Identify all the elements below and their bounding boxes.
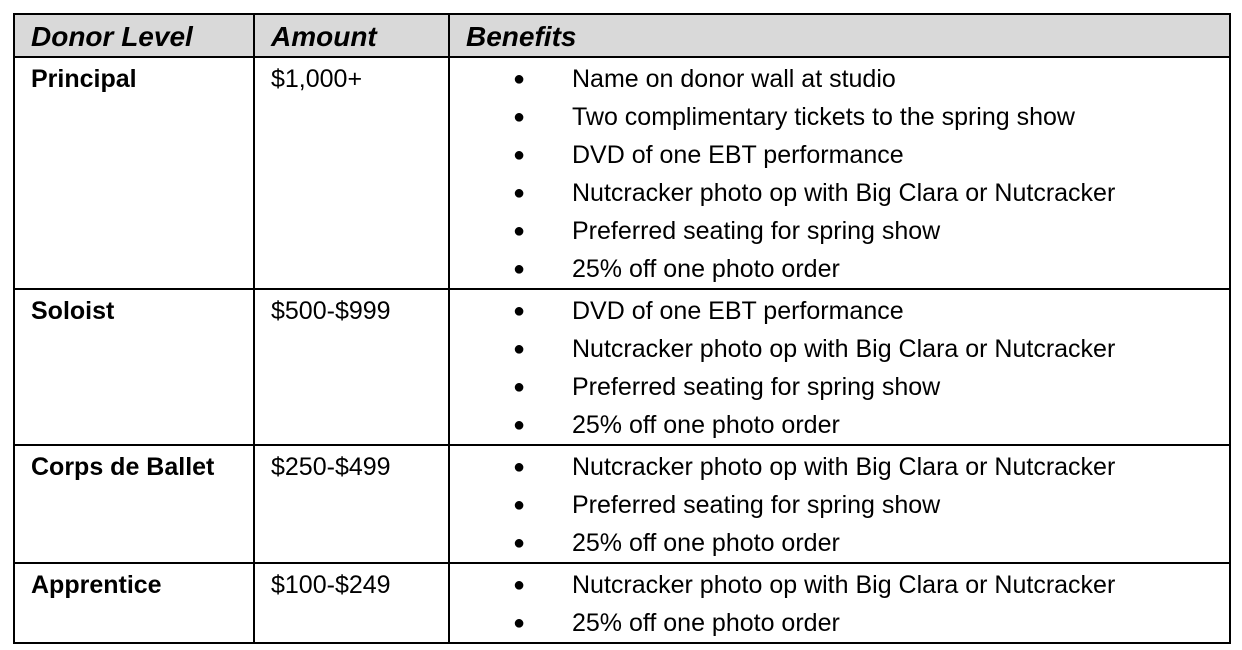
table-row: [14, 445, 1230, 563]
donor-level-cell: Soloist: [14, 289, 254, 445]
benefit-text: Nutcracker photo op with Big Clara or Nutcracker: [572, 335, 1116, 363]
benefits-cell: [449, 289, 1230, 445]
amount-cell: $100-$249: [254, 563, 449, 643]
benefit-list: [450, 566, 1229, 642]
table-row: [14, 289, 1230, 445]
donor-level-cell: Apprentice: [14, 563, 254, 643]
bullet-icon: ●: [512, 144, 526, 166]
bullet-icon: ●: [512, 106, 526, 128]
bullet-icon: ●: [512, 182, 526, 204]
benefit-item: [450, 330, 1229, 368]
benefit-item: [450, 98, 1229, 136]
benefit-text: Preferred seating for spring show: [572, 373, 941, 401]
benefit-item: [450, 604, 1229, 642]
donor-level-cell: Principal: [14, 57, 254, 289]
benefit-text: Nutcracker photo op with Big Clara or Nutcracker: [572, 453, 1116, 481]
benefit-item: [450, 212, 1229, 250]
header-benefits: Benefits: [449, 14, 1230, 57]
benefit-item: [450, 60, 1229, 98]
benefit-list: [450, 292, 1229, 444]
benefit-text: Nutcracker photo op with Big Clara or Nutcracker: [572, 179, 1116, 207]
benefit-item: [450, 406, 1229, 444]
benefit-item: [450, 566, 1229, 604]
header-amount: Amount: [254, 14, 449, 57]
bullet-icon: ●: [512, 456, 526, 478]
benefit-list: [450, 448, 1229, 562]
benefit-text: Preferred seating for spring show: [572, 491, 941, 519]
bullet-icon: ●: [512, 532, 526, 554]
benefit-text: Two complimentary tickets to the spring show: [572, 103, 1075, 131]
benefit-item: [450, 136, 1229, 174]
bullet-icon: ●: [512, 414, 526, 436]
benefit-item: [450, 292, 1229, 330]
benefit-text: Name on donor wall at studio: [572, 65, 896, 93]
bullet-icon: ●: [512, 220, 526, 242]
benefit-text: Nutcracker photo op with Big Clara or Nutcracker: [572, 571, 1116, 599]
benefit-item: [450, 250, 1229, 288]
benefit-item: [450, 174, 1229, 212]
bullet-icon: ●: [512, 68, 526, 90]
header-donor-level: Donor Level: [14, 14, 254, 57]
benefit-item: [450, 486, 1229, 524]
benefit-item: [450, 368, 1229, 406]
donor-level-cell: Corps de Ballet: [14, 445, 254, 563]
table-body: [14, 57, 1230, 643]
benefit-item: [450, 524, 1229, 562]
benefit-text: 25% off one photo order: [572, 255, 840, 283]
table-header-row: [14, 14, 1230, 57]
benefit-text: 25% off one photo order: [572, 609, 840, 637]
amount-cell: $250-$499: [254, 445, 449, 563]
benefit-text: 25% off one photo order: [572, 411, 840, 439]
benefits-cell: [449, 445, 1230, 563]
benefits-cell: [449, 57, 1230, 289]
bullet-icon: ●: [512, 612, 526, 634]
benefit-list: [450, 60, 1229, 288]
bullet-icon: ●: [512, 300, 526, 322]
bullet-icon: ●: [512, 338, 526, 360]
benefit-text: Preferred seating for spring show: [572, 217, 941, 245]
bullet-icon: ●: [512, 258, 526, 280]
amount-cell: $500-$999: [254, 289, 449, 445]
donor-levels-table: [13, 13, 1231, 644]
bullet-icon: ●: [512, 494, 526, 516]
bullet-icon: ●: [512, 376, 526, 398]
amount-cell: $1,000+: [254, 57, 449, 289]
benefit-text: 25% off one photo order: [572, 529, 840, 557]
benefit-text: DVD of one EBT performance: [572, 297, 904, 325]
benefits-cell: [449, 563, 1230, 643]
bullet-icon: ●: [512, 574, 526, 596]
benefit-text: DVD of one EBT performance: [572, 141, 904, 169]
table-row: [14, 563, 1230, 643]
benefit-item: [450, 448, 1229, 486]
table-row: [14, 57, 1230, 289]
